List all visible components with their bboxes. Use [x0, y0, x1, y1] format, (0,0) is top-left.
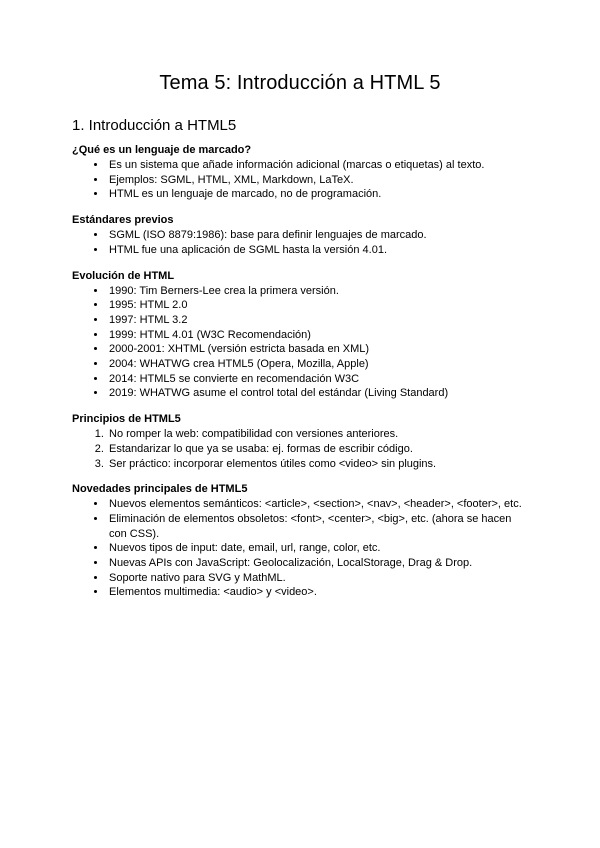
- list-item: • Elementos multimedia: <audio> y <video>.: [107, 585, 532, 600]
- list-item: 2. Estandarizar lo que ya se usaba: ej. formas de escribir código.: [107, 442, 532, 457]
- subheading: Principios de HTML5: [72, 413, 181, 426]
- list-item: • 2014: HTML5 se convierte en recomendación W3C: [107, 372, 532, 387]
- document-content: [72, 143, 532, 611]
- bullet-list: [72, 284, 532, 402]
- subheading: Evolución de HTML: [72, 269, 175, 282]
- subheading: Novedades principales de HTML5: [72, 483, 248, 496]
- numbered-list: [72, 427, 532, 471]
- subheading: ¿Qué es un lenguaje de marcado?: [72, 144, 252, 156]
- list-item: • Nuevos elementos semánticos: <article>, <section>, <nav>, <header>, <footer>, etc.: [107, 497, 532, 512]
- list-item: 3. Ser práctico: incorporar elementos útiles como <video> sin plugins.: [107, 457, 532, 472]
- list-item: • 2019: WHATWG asume el control total del estándar (Living Standard): [107, 386, 532, 401]
- list-item: • HTML es un lenguaje de marcado, no de programación.: [107, 187, 532, 202]
- document-title: Tema 5: Introducción a HTML 5: [159, 72, 441, 94]
- list-item: • Eliminación de elementos obsoletos: <font>, <center>, <big>, etc. (ahora se hacen con CSS).: [107, 512, 532, 541]
- block-previous-standards: [72, 213, 532, 257]
- list-item: • 1997: HTML 3.2: [107, 313, 532, 328]
- block-html5-principles: [72, 412, 532, 471]
- list-item: • Ejemplos: SGML, HTML, XML, Markdown, LaTeX.: [107, 173, 532, 188]
- block-markup-language: [72, 143, 532, 202]
- section-heading: 1. Introducción a HTML5: [72, 117, 237, 134]
- subheading: Estándares previos: [72, 214, 174, 227]
- list-item: • HTML fue una aplicación de SGML hasta la versión 4.01.: [107, 243, 532, 258]
- list-item: • 2004: WHATWG crea HTML5 (Opera, Mozilla, Apple): [107, 357, 532, 372]
- bullet-list: [72, 497, 532, 600]
- list-item: • 1990: Tim Berners-Lee crea la primera versión.: [107, 284, 532, 299]
- list-item: • Nuevas APIs con JavaScript: Geolocalización, LocalStorage, Drag & Drop.: [107, 556, 532, 571]
- list-item: • SGML (ISO 8879:1986): base para definir lenguajes de marcado.: [107, 228, 532, 243]
- block-html5-news: [72, 482, 532, 600]
- bullet-list: [72, 158, 532, 202]
- block-html-evolution: [72, 269, 532, 402]
- list-item: • Es un sistema que añade información adicional (marcas o etiquetas) al texto.: [107, 158, 532, 173]
- list-item: 1. No romper la web: compatibilidad con versiones anteriores.: [107, 427, 532, 442]
- bullet-list: [72, 228, 532, 257]
- list-item: • 1999: HTML 4.01 (W3C Recomendación): [107, 328, 532, 343]
- list-item: • 2000-2001: XHTML (versión estricta basada en XML): [107, 342, 532, 357]
- list-item: • Nuevos tipos de input: date, email, url, range, color, etc.: [107, 541, 532, 556]
- list-item: • Soporte nativo para SVG y MathML.: [107, 571, 532, 586]
- list-item: • 1995: HTML 2.0: [107, 298, 532, 313]
